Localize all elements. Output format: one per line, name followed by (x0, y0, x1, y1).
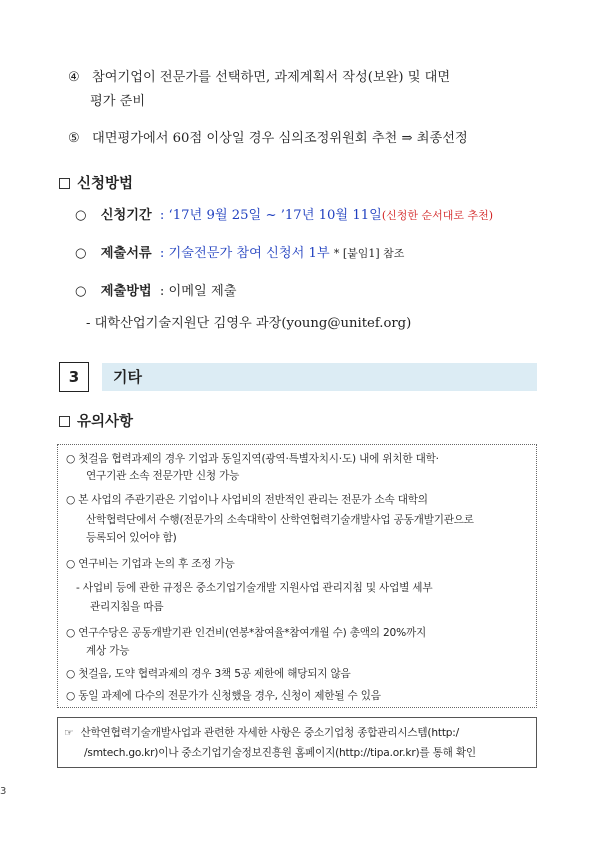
step-text: 참여기업이 전문가를 선택하면, 과제계획서 작성(보완) 및 대면 (92, 70, 451, 85)
apply-period (75, 207, 493, 225)
reference-text: 산학연협력기술개발사업과 관련한 자세한 사항은 중소기업청 종합관리시스템(http:/ (80, 727, 460, 739)
apply-docs-label: 제출서류 (100, 246, 152, 261)
note-line: ○ 연구수당은 공동개발기관 인건비(연봉*참여율*참여개월 수) 총액의 20%까지 (66, 627, 427, 639)
apply-docs-value: 기술전문가 참여 신청서 1부 (168, 246, 330, 261)
separator: : (159, 246, 165, 261)
note-line: ○ 첫걸음, 도약 협력과제의 경우 3책 5공 제한에 해당되지 않음 (66, 668, 351, 680)
apply-method-contact: - 대학산업기술지원단 김영우 과장(young@unitef.org) (86, 316, 412, 331)
separator: : (159, 208, 165, 223)
notes-heading-text: 유의사항 (77, 414, 134, 430)
section-title: 기타 (113, 368, 142, 386)
note-line: 관리지침을 따름 (90, 601, 164, 613)
apply-docs-note: * [붙임1] 참조 (333, 247, 405, 260)
apply-period-note: (신청한 순서대로 추천) (381, 209, 494, 222)
section-number: 3 (59, 362, 89, 392)
note-line: 계상 가능 (86, 645, 130, 657)
note-line: - 사업비 등에 관한 규정은 중소기업기술개발 지원사업 관리지침 및 사업별 세부 (76, 582, 433, 594)
step-5 (68, 130, 468, 148)
checkbox-square-icon (59, 178, 70, 189)
step-marker: ④ (68, 70, 80, 85)
reference-line-2: /smtech.go.kr)이나 중소기업기술정보진흥원 홈페이지(http://tipa.or.kr)를 통해 확인 (84, 747, 476, 759)
separator: : (159, 284, 165, 299)
note-line: ○ 본 사업의 주관기관은 기업이나 사업비의 전반적인 관리는 전문가 소속 대학의 (66, 494, 428, 506)
note-line: 산학협력단에서 수행(전문가의 소속대학이 산학연협력기술개발사업 공동개발기관으로 (86, 514, 474, 526)
bullet-icon: ○ (75, 246, 87, 261)
step-text: 대면평가에서 60점 이상일 경우 심의조정위원회 추천 ⇒ 최종선정 (92, 131, 468, 146)
notes-heading (59, 410, 133, 431)
reference-line-1 (64, 725, 459, 741)
step-4-continued: 평가 준비 (90, 94, 146, 109)
note-line: ○ 동일 과제에 다수의 전문가가 신청했을 경우, 신청이 제한될 수 있음 (66, 690, 381, 702)
step-marker: ⑤ (68, 131, 80, 146)
note-line: ○ 첫걸음 협력과제의 경우 기업과 동일지역(광역·특별자치시·도) 내에 위치한 대학· (66, 453, 439, 465)
apply-period-value: ‘17년 9월 25일 ~ ’17년 10월 11일 (168, 208, 382, 223)
note-line: ○ 연구비는 기업과 논의 후 조정 가능 (66, 558, 235, 570)
note-line: 연구기관 소속 전문가만 신청 가능 (86, 470, 240, 482)
apply-heading (59, 172, 133, 193)
section-bar (102, 363, 537, 391)
checkbox-square-icon (59, 416, 70, 427)
page-number: 3 (0, 786, 7, 797)
apply-method-value: 이메일 제출 (168, 284, 237, 299)
step-4 (68, 69, 450, 87)
note-line: 등록되어 있어야 함) (86, 532, 177, 544)
apply-period-label: 신청기간 (100, 208, 152, 223)
apply-method-label: 제출방법 (100, 284, 152, 299)
apply-method (75, 283, 236, 301)
pointing-hand-icon: ☞ (64, 727, 74, 739)
bullet-icon: ○ (75, 284, 87, 299)
apply-docs (75, 245, 404, 263)
apply-heading-text: 신청방법 (77, 176, 134, 192)
bullet-icon: ○ (75, 208, 87, 223)
